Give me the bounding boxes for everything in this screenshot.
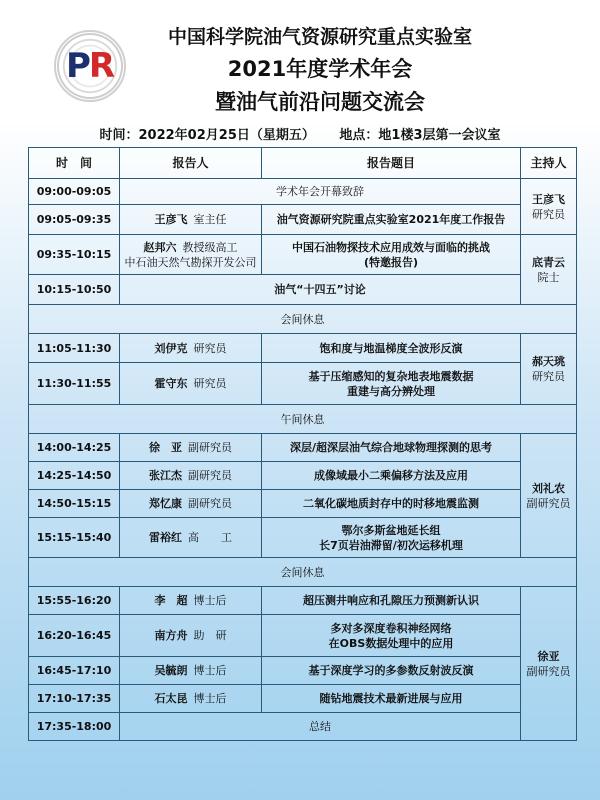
- time-cell: 14:00-14:25: [29, 434, 120, 462]
- reporter-cell: [120, 235, 262, 275]
- table-header-row: [29, 148, 577, 179]
- reporter-cell: [120, 685, 262, 713]
- host-cell: [521, 587, 577, 741]
- time-cell: 14:25-14:50: [29, 462, 120, 490]
- topic-cell: 油气资源研究院重点实验室2021年度工作报告: [262, 205, 521, 235]
- host-name: 郝天珧: [532, 355, 565, 368]
- meeting-meta: [0, 124, 600, 143]
- reporter-org: 中石油天然气勘探开发公司: [124, 255, 257, 269]
- reporter-title: 博士后: [193, 692, 227, 705]
- table-row: [29, 657, 577, 685]
- reporter-title: 研究员: [193, 341, 227, 355]
- break-cell: 午间休息: [29, 405, 577, 434]
- reporter-name: 南方舟: [154, 629, 188, 642]
- header-time: 时 间: [29, 148, 120, 179]
- table-row: [29, 587, 577, 615]
- reporter-cell: [120, 490, 262, 518]
- reporter-title: 副研究员: [188, 469, 232, 482]
- break-row: [29, 558, 577, 587]
- reporter-name: 王彦飞: [154, 213, 188, 226]
- header-topic: 报告题目: [262, 148, 521, 179]
- host-name: 徐亚: [537, 649, 560, 663]
- reporter-name: 李 超: [154, 594, 188, 607]
- reporter-name: 赵邦六: [143, 240, 177, 254]
- time-cell: 11:30-11:55: [29, 363, 120, 405]
- time-cell: 15:15-15:40: [29, 518, 120, 558]
- logo-text: [66, 46, 113, 86]
- reporter-name: 徐 亚: [149, 441, 182, 454]
- host-title: 研究员: [532, 207, 565, 221]
- reporter-cell: [120, 434, 262, 462]
- table-row: [29, 334, 577, 363]
- reporter-title: 博士后: [193, 664, 227, 677]
- reporter-cell: [120, 518, 262, 558]
- time-cell: 16:45-17:10: [29, 657, 120, 685]
- reporter-title: 副研究员: [188, 441, 232, 454]
- reporter-name: 刘伊克: [154, 341, 188, 355]
- reporter-cell: [120, 334, 262, 363]
- reporter-cell: [120, 657, 262, 685]
- topic-cell: 总结: [120, 713, 521, 741]
- topic-line: 中国石油物探技术应用成效与面临的挑战: [292, 240, 490, 254]
- host-cell: [521, 334, 577, 405]
- reporter-name: 霍守东: [154, 377, 188, 390]
- table-row: [29, 179, 577, 205]
- break-row: [29, 405, 577, 434]
- host-title: 院士: [537, 270, 560, 284]
- meeting-time: 时间：2022年02月25日（星期五）: [99, 128, 315, 143]
- reporter-title: 助 研: [193, 629, 227, 642]
- host-cell: [521, 235, 577, 305]
- host-title: 研究员: [532, 370, 565, 383]
- header-reporter: 报告人: [120, 148, 262, 179]
- logo-p: P: [66, 46, 89, 86]
- host-cell: [521, 434, 577, 558]
- pr-logo: [54, 30, 126, 102]
- reporter-title: 研究员: [193, 377, 227, 390]
- topic-cell: [262, 363, 521, 405]
- reporter-cell: [120, 205, 262, 235]
- topic-cell: [262, 518, 521, 558]
- table-row: [29, 275, 577, 305]
- table-row: [29, 685, 577, 713]
- header-host: 主持人: [521, 148, 577, 179]
- reporter-cell: [120, 363, 262, 405]
- topic-line: 鄂尔多斯盆地延长组: [341, 523, 441, 537]
- break-cell: 会间休息: [29, 558, 577, 587]
- host-name: 王彦飞: [532, 192, 565, 206]
- topic-cell: [262, 615, 521, 657]
- time-cell: 09:35-10:15: [29, 235, 120, 275]
- topic-cell: 学术年会开幕致辞: [120, 179, 521, 205]
- host-cell: [521, 179, 577, 235]
- time-cell: 10:15-10:50: [29, 275, 120, 305]
- topic-line: 基于压缩感知的复杂地表地震数据: [308, 369, 474, 383]
- time-cell: 17:35-18:00: [29, 713, 120, 741]
- reporter-cell: [120, 587, 262, 615]
- logo-r: R: [88, 46, 114, 86]
- reporter-cell: [120, 462, 262, 490]
- time-cell: 17:10-17:35: [29, 685, 120, 713]
- topic-line: 多对多深度卷积神经网络: [330, 621, 452, 635]
- break-row: [29, 305, 577, 334]
- title-line-1: 中国科学院油气资源研究重点实验室: [167, 26, 472, 48]
- schedule-table: [28, 147, 577, 741]
- host-name: 底青云: [532, 255, 565, 269]
- table-row: [29, 235, 577, 275]
- topic-cell: 饱和度与地温梯度全波形反演: [262, 334, 521, 363]
- table-row: [29, 615, 577, 657]
- topic-line-2: 重建与高分辨处理: [347, 384, 435, 398]
- topic-line-2: 长7页岩油滞留/初次运移机理: [319, 538, 463, 552]
- time-cell: 16:20-16:45: [29, 615, 120, 657]
- time-cell: 09:05-09:35: [29, 205, 120, 235]
- topic-cell: 超压测井响应和孔隙压力预测新认识: [262, 587, 521, 615]
- meeting-place: 地点：地1楼3层第一会议室: [339, 128, 501, 143]
- topic-cell: 油气“十四五”讨论: [120, 275, 521, 305]
- topic-cell: 二氧化碳地质封存中的时移地震监测: [262, 490, 521, 518]
- topic-cell: 随钻地震技术最新进展与应用: [262, 685, 521, 713]
- host-title: 副研究员: [526, 496, 571, 510]
- reporter-name: 石太昆: [154, 692, 188, 705]
- reporter-name: 郑忆康: [149, 497, 182, 510]
- reporter-name: 张江杰: [149, 469, 182, 482]
- reporter-title: 副研究员: [188, 497, 232, 510]
- reporter-name: 雷裕红: [149, 531, 182, 544]
- table-row: [29, 205, 577, 235]
- time-cell: 14:50-15:15: [29, 490, 120, 518]
- topic-line-2: (特邀报告): [363, 255, 419, 269]
- host-name: 刘礼农: [532, 481, 565, 495]
- time-cell: 09:00-09:05: [29, 179, 120, 205]
- time-cell: 15:55-16:20: [29, 587, 120, 615]
- table-row: [29, 462, 577, 490]
- reporter-title: 室主任: [193, 213, 227, 226]
- reporter-title: 博士后: [193, 594, 227, 607]
- table-row: [29, 490, 577, 518]
- break-cell: 会间休息: [29, 305, 577, 334]
- table-row: [29, 518, 577, 558]
- host-title: 副研究员: [526, 664, 571, 678]
- topic-cell: 基于深度学习的多参数反射波反演: [262, 657, 521, 685]
- reporter-cell: [120, 615, 262, 657]
- topic-cell: [262, 235, 521, 275]
- table-row: [29, 434, 577, 462]
- topic-line-2: 在OBS数据处理中的应用: [328, 636, 454, 650]
- reporter-title: 教授级高工: [182, 240, 238, 254]
- reporter-name: 吴毓朗: [154, 664, 188, 677]
- table-row: [29, 713, 577, 741]
- title-line-2: 2021年度学术年会: [227, 57, 413, 81]
- table-row: [29, 363, 577, 405]
- topic-cell: 深层/超深层油气综合地球物理探测的思考: [262, 434, 521, 462]
- header: [0, 0, 600, 150]
- time-cell: 11:05-11:30: [29, 334, 120, 363]
- topic-cell: 成像域最小二乘偏移方法及应用: [262, 462, 521, 490]
- reporter-title: 高 工: [188, 531, 232, 544]
- title-line-3: 暨油气前沿问题交流会: [215, 90, 425, 114]
